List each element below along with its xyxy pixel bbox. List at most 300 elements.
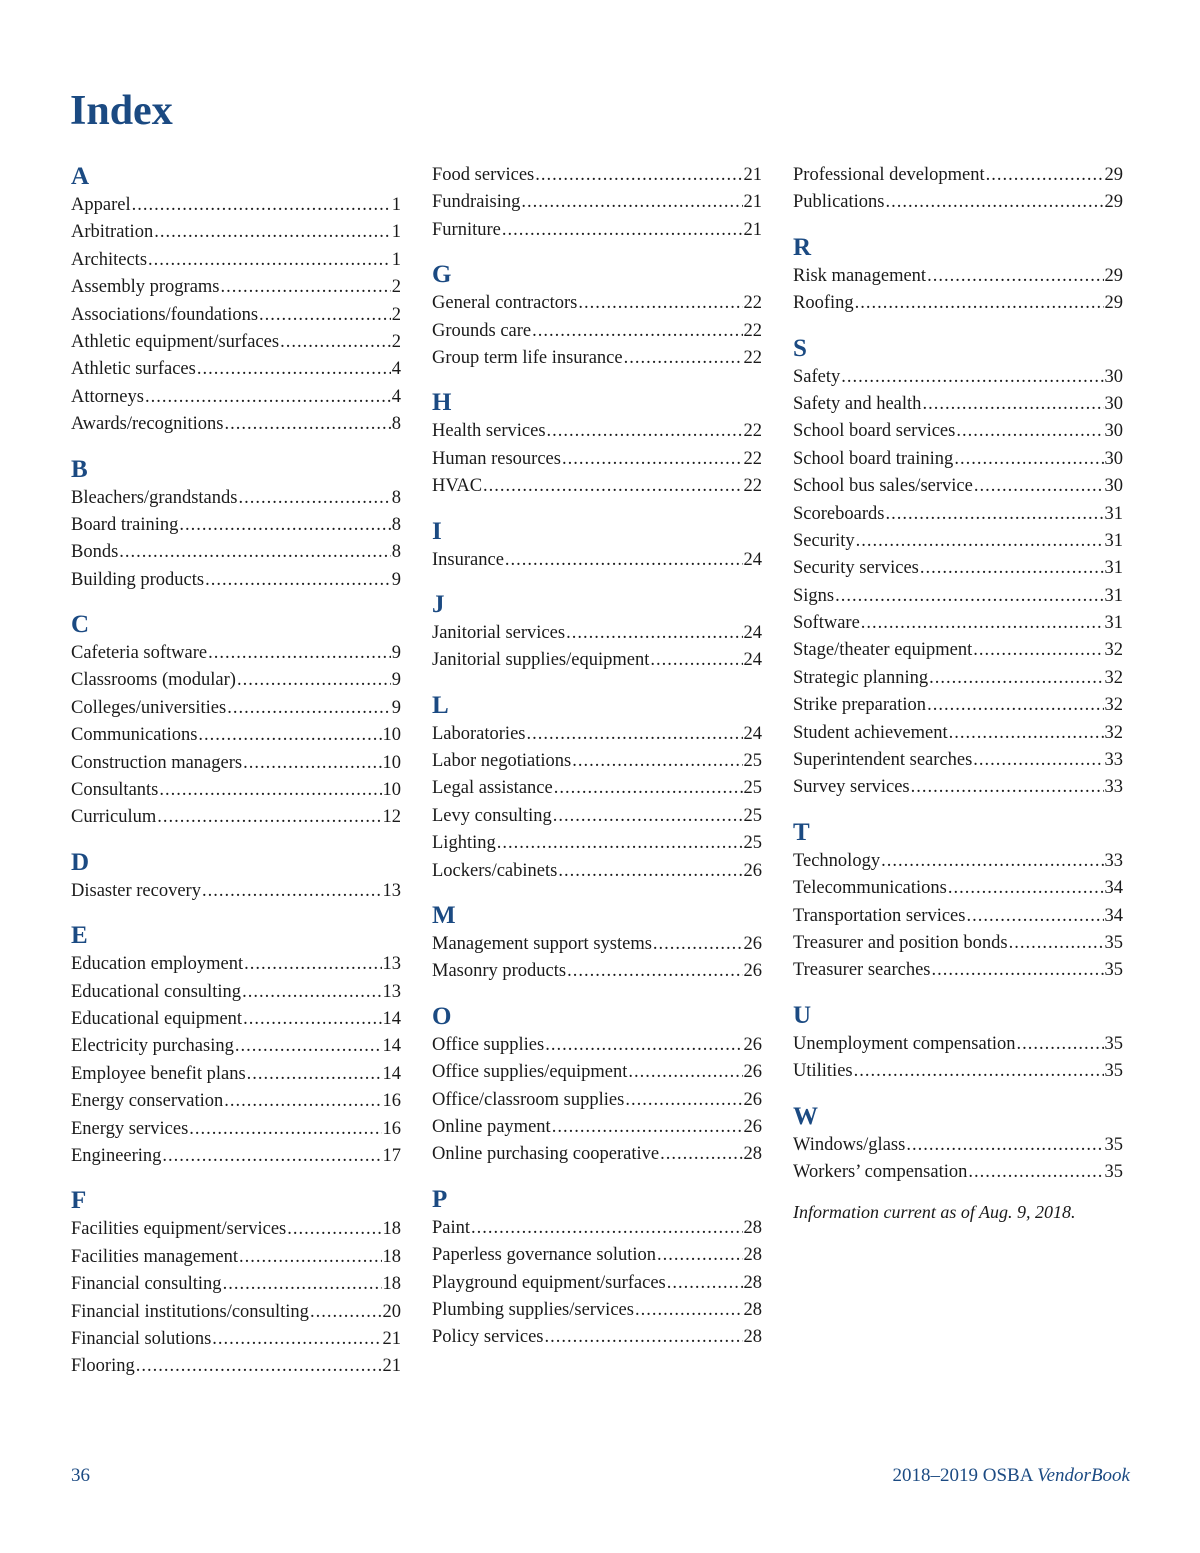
- entry-page: 30: [1104, 393, 1123, 414]
- dot-leader: [554, 775, 743, 802]
- index-entry: [793, 720, 1123, 747]
- entry-name: School board training: [793, 448, 954, 469]
- entry-page: 35: [1104, 1033, 1123, 1054]
- index-entry: [793, 1159, 1123, 1186]
- publication-italic: VendorBook: [1037, 1465, 1130, 1486]
- dot-leader: [667, 1270, 743, 1297]
- dot-leader: [628, 1059, 742, 1086]
- entry-name: Financial consulting: [71, 1274, 222, 1295]
- index-entry: [432, 162, 762, 189]
- dot-leader: [119, 539, 390, 566]
- index-section-s: [793, 334, 1123, 802]
- dot-leader: [841, 364, 1103, 391]
- dot-leader: [653, 931, 743, 958]
- dot-leader: [547, 418, 743, 445]
- dot-leader: [132, 192, 391, 219]
- section-letter: F: [71, 1187, 87, 1215]
- index-entry: [793, 555, 1123, 582]
- index-entry: [71, 640, 401, 667]
- index-entry: [793, 473, 1123, 500]
- entry-name: Risk management: [793, 265, 927, 286]
- entry-name: Publications: [793, 192, 885, 213]
- entry-page: 28: [743, 1144, 762, 1165]
- section-letter: R: [793, 233, 812, 261]
- entry-name: Legal assistance: [432, 778, 553, 799]
- entry-page: 4: [391, 386, 401, 407]
- entry-page: 35: [1104, 1134, 1123, 1155]
- entry-page: 18: [382, 1274, 401, 1295]
- entry-page: 25: [743, 833, 762, 854]
- entry-page: 13: [382, 880, 401, 901]
- entry-name: Policy services: [432, 1327, 544, 1348]
- dot-leader: [247, 1061, 382, 1088]
- dot-leader: [244, 951, 381, 978]
- dot-leader: [956, 418, 1103, 445]
- entry-name: Bleachers/grandstands: [71, 487, 238, 508]
- dot-leader: [932, 957, 1104, 984]
- dot-leader: [242, 979, 381, 1006]
- entry-page: 26: [743, 961, 762, 982]
- index-entry: [432, 1141, 762, 1168]
- dot-leader: [545, 1032, 742, 1059]
- entry-name: Furniture: [432, 219, 501, 240]
- index-entry: [432, 217, 762, 244]
- dot-leader: [208, 640, 391, 667]
- entry-page: 8: [391, 542, 401, 563]
- entry-page: 14: [382, 1008, 401, 1029]
- index-entry: [793, 930, 1123, 957]
- entry-page: 24: [743, 549, 762, 570]
- entry-page: 26: [743, 1062, 762, 1083]
- entry-page: 16: [382, 1118, 401, 1139]
- entry-page: 31: [1104, 558, 1123, 579]
- index-entry: [432, 345, 762, 372]
- section-letter: S: [793, 334, 807, 362]
- entry-name: Scoreboards: [793, 503, 885, 524]
- dot-leader: [145, 384, 391, 411]
- dot-leader: [973, 747, 1103, 774]
- index-section-d: [71, 848, 401, 905]
- entry-page: 26: [743, 934, 762, 955]
- entry-name: Treasurer and position bonds: [793, 932, 1008, 953]
- index-section-g: [432, 260, 762, 372]
- entry-page: 29: [1104, 192, 1123, 213]
- entry-page: 1: [391, 195, 401, 215]
- index-entry: [432, 446, 762, 473]
- entry-page: 22: [743, 448, 762, 469]
- entry-name: Technology: [793, 850, 881, 871]
- dot-leader: [922, 391, 1103, 418]
- entry-page: 8: [391, 487, 401, 508]
- section-letter: C: [71, 611, 90, 639]
- entry-name: Associations/foundations: [71, 304, 259, 325]
- dot-leader: [948, 875, 1104, 902]
- section-letter: E: [71, 922, 88, 950]
- dot-leader: [855, 290, 1104, 317]
- index-section-continued: [432, 162, 762, 244]
- entry-page: 4: [391, 359, 401, 380]
- entry-name: Electricity purchasing: [71, 1036, 234, 1057]
- index-section-c: [71, 610, 401, 832]
- index-entry: [432, 775, 762, 802]
- entry-name: Roofing: [793, 293, 854, 314]
- dot-leader: [572, 748, 742, 775]
- entry-page: 22: [743, 347, 762, 368]
- dot-leader: [553, 803, 743, 830]
- index-entry: [71, 979, 401, 1006]
- index-entry: [71, 329, 401, 356]
- index-entry: [71, 1216, 401, 1243]
- entry-page: 16: [382, 1091, 401, 1112]
- dot-leader: [223, 1271, 382, 1298]
- entry-name: Playground equipment/surfaces: [432, 1272, 666, 1293]
- dot-leader: [154, 219, 391, 246]
- entry-page: 24: [743, 650, 762, 671]
- section-letter: L: [432, 691, 449, 719]
- entry-name: Paperless governance solution: [432, 1245, 656, 1266]
- entry-name: Stage/theater equipment: [793, 640, 973, 661]
- index-entry: [432, 620, 762, 647]
- entry-name: Laboratories: [432, 723, 526, 744]
- index-section-i: [432, 517, 762, 574]
- entry-page: 12: [382, 807, 401, 828]
- entry-page: 30: [1104, 448, 1123, 469]
- dot-leader: [1009, 930, 1104, 957]
- entry-name: Treasurer searches: [793, 960, 931, 981]
- dot-leader: [881, 848, 1103, 875]
- entry-name: Awards/recognitions: [71, 414, 224, 435]
- dot-leader: [505, 547, 743, 574]
- dot-leader: [238, 485, 390, 512]
- dot-leader: [624, 345, 743, 372]
- entry-name: School board services: [793, 421, 956, 442]
- entry-page: 29: [1104, 265, 1123, 286]
- entry-page: 10: [382, 780, 401, 801]
- dot-leader: [280, 329, 391, 356]
- dot-leader: [243, 750, 381, 777]
- index-entry: [793, 848, 1123, 875]
- entry-name: Professional development: [793, 165, 985, 185]
- index-entry: [793, 263, 1123, 290]
- index-section-w: [793, 1102, 1123, 1187]
- index-section-u: [793, 1001, 1123, 1086]
- entry-page: 28: [743, 1299, 762, 1320]
- entry-name: Strike preparation: [793, 695, 927, 716]
- page-number: 36: [71, 1465, 90, 1486]
- index-entry: [793, 1031, 1123, 1058]
- index-entry: [71, 356, 401, 383]
- dot-leader: [968, 1159, 1103, 1186]
- index-entry: [793, 903, 1123, 930]
- entry-name: Attorneys: [71, 386, 144, 407]
- index-entry: [793, 162, 1123, 189]
- dot-leader: [497, 830, 743, 857]
- index-entry: [432, 473, 762, 500]
- section-letter: A: [71, 163, 90, 190]
- dot-leader: [198, 722, 381, 749]
- entry-page: 25: [743, 751, 762, 772]
- index-entry: [71, 302, 401, 329]
- index-entry: [71, 539, 401, 566]
- dot-leader: [310, 1299, 382, 1326]
- entry-page: 26: [743, 1034, 762, 1055]
- index-entry: [432, 1324, 762, 1351]
- entry-page: 20: [382, 1301, 401, 1322]
- section-letter: U: [793, 1001, 812, 1029]
- index-column-2: [432, 162, 762, 1368]
- entry-name: Health services: [432, 421, 546, 442]
- dot-leader: [148, 247, 391, 274]
- section-letter: B: [71, 455, 88, 483]
- entry-name: School bus sales/service: [793, 476, 973, 497]
- entry-page: 14: [382, 1063, 401, 1084]
- entry-name: Human resources: [432, 448, 561, 469]
- index-entry: [793, 774, 1123, 801]
- section-letter: G: [432, 261, 452, 289]
- index-entry: [432, 647, 762, 674]
- dot-leader: [545, 1324, 743, 1351]
- index-section-o: [432, 1002, 762, 1169]
- index-section-f: [71, 1186, 401, 1380]
- entry-name: Paint: [432, 1217, 471, 1238]
- index-entry: [793, 501, 1123, 528]
- entry-name: Software: [793, 613, 860, 634]
- entry-name: Labor negotiations: [432, 751, 572, 772]
- dot-leader: [205, 567, 391, 594]
- index-section-m: [432, 901, 762, 986]
- index-entry: [432, 1270, 762, 1297]
- entry-name: Management support systems: [432, 934, 652, 955]
- entry-page: 1: [391, 222, 401, 243]
- entry-name: Security services: [793, 558, 919, 579]
- entry-page: 25: [743, 805, 762, 826]
- index-entry: [432, 318, 762, 345]
- entry-page: 17: [382, 1145, 401, 1166]
- entry-name: Masonry products: [432, 961, 567, 982]
- index-entry: [432, 748, 762, 775]
- entry-name: Communications: [71, 725, 198, 746]
- entry-name: Office supplies: [432, 1034, 545, 1055]
- entry-page: 28: [743, 1245, 762, 1266]
- index-section-p: [432, 1185, 762, 1352]
- entry-page: 14: [382, 1036, 401, 1057]
- entry-page: 24: [743, 723, 762, 744]
- index-section-e: [71, 921, 401, 1170]
- index-section-t: [793, 818, 1123, 985]
- index-entry: [71, 1244, 401, 1271]
- dot-leader: [566, 620, 742, 647]
- entry-page: 31: [1104, 503, 1123, 524]
- entry-name: Facilities management: [71, 1246, 238, 1267]
- entry-page: 21: [743, 165, 762, 185]
- dot-leader: [483, 473, 742, 500]
- index-entry: [71, 695, 401, 722]
- dot-leader: [567, 958, 742, 985]
- dot-leader: [235, 1033, 382, 1060]
- entry-name: Superintendent searches: [793, 750, 973, 771]
- index-entry: [432, 189, 762, 216]
- entry-name: Architects: [71, 249, 148, 270]
- index-entry: [793, 583, 1123, 610]
- dot-leader: [966, 903, 1103, 930]
- dot-leader: [532, 318, 742, 345]
- index-entry: [793, 610, 1123, 637]
- entry-page: 35: [1104, 932, 1123, 953]
- index-entry: [71, 485, 401, 512]
- index-entry: [432, 547, 762, 574]
- entry-page: 22: [743, 476, 762, 497]
- entry-name: Fundraising: [432, 192, 521, 213]
- dot-leader: [920, 555, 1104, 582]
- dot-leader: [212, 1326, 381, 1353]
- entry-page: 24: [743, 622, 762, 643]
- index-entry: [793, 875, 1123, 902]
- index-section-l: [432, 691, 762, 885]
- dot-leader: [861, 610, 1104, 637]
- dot-leader: [1016, 1031, 1103, 1058]
- entry-name: Consultants: [71, 780, 159, 801]
- index-entry: [71, 384, 401, 411]
- index-entry: [793, 1058, 1123, 1085]
- index-entry: [71, 722, 401, 749]
- entry-page: 35: [1104, 1061, 1123, 1082]
- entry-name: HVAC: [432, 476, 483, 497]
- index-entry: [432, 290, 762, 317]
- entry-name: Online payment: [432, 1116, 551, 1137]
- entry-page: 21: [743, 219, 762, 240]
- dot-leader: [660, 1141, 742, 1168]
- entry-name: Education employment: [71, 954, 244, 975]
- dot-leader: [527, 721, 743, 748]
- entry-page: 9: [391, 670, 401, 691]
- entry-name: Athletic equipment/surfaces: [71, 331, 280, 352]
- dot-leader: [197, 356, 391, 383]
- dot-leader: [949, 720, 1104, 747]
- index-section-r: [793, 233, 1123, 318]
- section-letter: P: [432, 1185, 448, 1213]
- entry-name: Assembly programs: [71, 277, 220, 298]
- entry-page: 9: [391, 569, 401, 590]
- index-entry: [71, 1116, 401, 1143]
- entry-name: Janitorial supplies/equipment: [432, 650, 650, 671]
- dot-leader: [502, 217, 743, 244]
- entry-page: 18: [382, 1246, 401, 1267]
- index-entry: [793, 957, 1123, 984]
- index-entry: [793, 637, 1123, 664]
- entry-page: 8: [391, 414, 401, 435]
- section-letter: T: [793, 818, 810, 846]
- index-section-h: [432, 388, 762, 500]
- index-entry: [793, 290, 1123, 317]
- index-entry: [71, 1006, 401, 1033]
- entry-name: Colleges/universities: [71, 697, 227, 718]
- entry-name: Cafeteria software: [71, 643, 208, 664]
- entry-name: Office/classroom supplies: [432, 1089, 625, 1110]
- entry-page: 32: [1104, 695, 1123, 716]
- info-note: Information current as of Aug. 9, 2018.: [793, 1202, 1076, 1223]
- section-letter: M: [432, 902, 456, 930]
- entry-page: 9: [391, 643, 401, 664]
- entry-page: 34: [1104, 905, 1123, 926]
- entry-page: 2: [391, 277, 401, 298]
- index-section-continued: [793, 162, 1123, 217]
- dot-leader: [835, 583, 1103, 610]
- entry-name: Levy consulting: [432, 805, 552, 826]
- entry-name: Workers’ compensation: [793, 1161, 968, 1182]
- dot-leader: [854, 1058, 1104, 1085]
- entry-page: 33: [1104, 750, 1123, 771]
- dot-leader: [625, 1087, 742, 1114]
- dot-leader: [906, 1132, 1103, 1159]
- dot-leader: [986, 162, 1104, 189]
- dot-leader: [259, 302, 391, 329]
- index-entry: [71, 567, 401, 594]
- dot-leader: [650, 647, 742, 674]
- entry-page: 22: [743, 421, 762, 442]
- index-section-b: [71, 455, 401, 595]
- dot-leader: [157, 804, 381, 831]
- index-entry: [71, 667, 401, 694]
- dot-leader: [224, 411, 390, 438]
- entry-name: Building products: [71, 569, 205, 590]
- entry-page: 28: [743, 1272, 762, 1293]
- entry-name: Classrooms (modular): [71, 670, 236, 691]
- section-letter: D: [71, 848, 90, 876]
- entry-name: Utilities: [793, 1061, 853, 1082]
- dot-leader: [974, 473, 1104, 500]
- entry-name: Online purchasing cooperative: [432, 1144, 660, 1165]
- dot-leader: [911, 774, 1104, 801]
- index-entry: [71, 1353, 401, 1380]
- entry-page: 26: [743, 1089, 762, 1110]
- entry-name: Construction managers: [71, 752, 243, 773]
- dot-leader: [535, 162, 742, 189]
- entry-page: 13: [382, 954, 401, 975]
- dot-leader: [929, 665, 1103, 692]
- entry-name: Security: [793, 530, 855, 551]
- entry-page: 32: [1104, 667, 1123, 688]
- index-entry: [432, 1059, 762, 1086]
- index-entry: [432, 803, 762, 830]
- dot-leader: [162, 1143, 381, 1170]
- entry-page: 34: [1104, 878, 1123, 899]
- entry-name: Curriculum: [71, 807, 157, 828]
- entry-page: 1: [391, 249, 401, 270]
- index-entry: [432, 1297, 762, 1324]
- index-entry: [793, 692, 1123, 719]
- dot-leader: [521, 189, 742, 216]
- entry-name: Energy services: [71, 1118, 189, 1139]
- dot-leader: [202, 878, 382, 905]
- index-entry: [793, 528, 1123, 555]
- index-entry: [71, 274, 401, 301]
- entry-page: 2: [391, 331, 401, 352]
- entry-name: Strategic planning: [793, 667, 929, 688]
- entry-page: 13: [382, 981, 401, 1002]
- dot-leader: [885, 501, 1103, 528]
- index-entry: [71, 1299, 401, 1326]
- index-entry: [793, 418, 1123, 445]
- index-entry: [432, 931, 762, 958]
- index-entry: [432, 830, 762, 857]
- dot-leader: [927, 692, 1103, 719]
- entry-page: 21: [382, 1328, 401, 1349]
- index-entry: [793, 665, 1123, 692]
- section-letter: J: [432, 590, 445, 618]
- entry-name: Arbitration: [71, 222, 154, 243]
- entry-name: Disaster recovery: [71, 880, 201, 901]
- entry-page: 28: [743, 1217, 762, 1238]
